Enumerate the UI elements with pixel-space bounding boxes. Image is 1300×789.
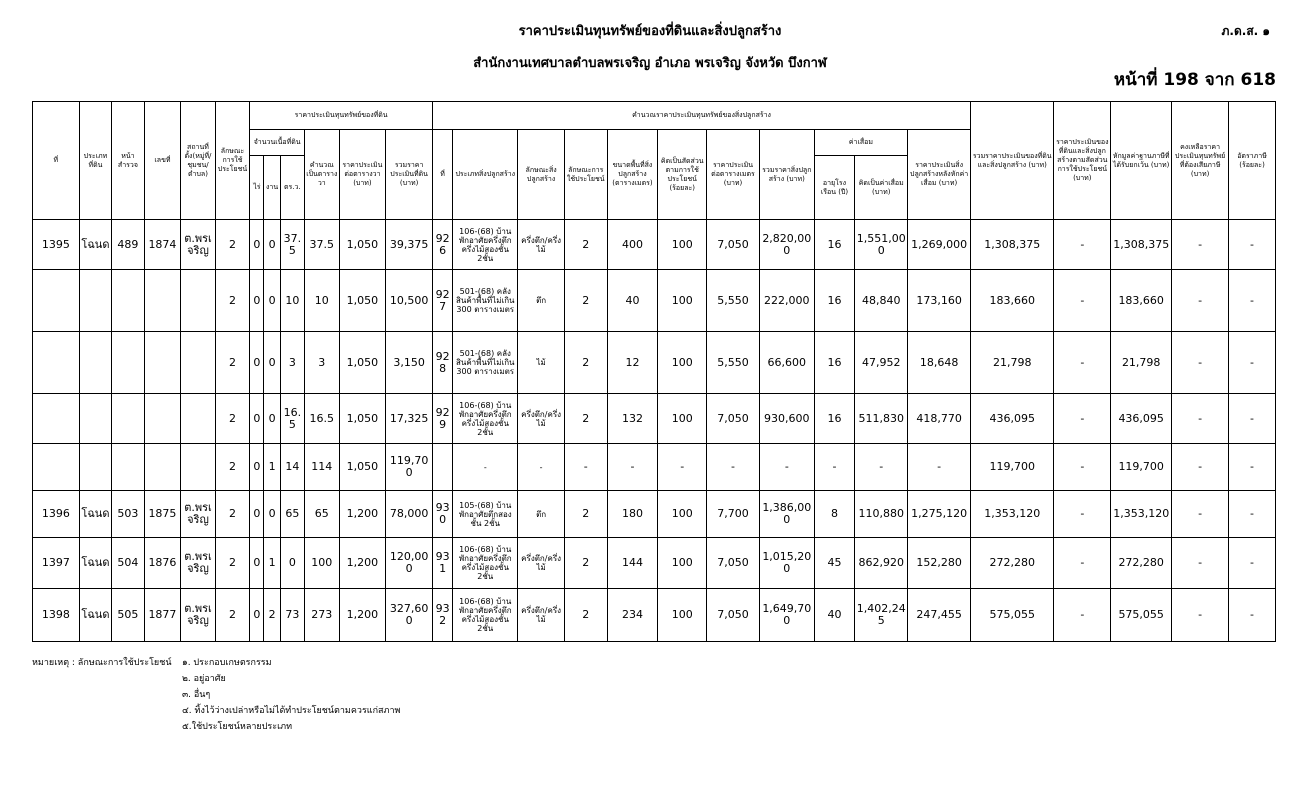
cell-total-land-building: 1,308,375 — [971, 220, 1054, 270]
col-area-sqm: ขนาดพื้นที่สิ่งปลูกสร้าง (ตารางเมตร) — [607, 130, 658, 220]
cell-building-usage: 2 — [564, 332, 607, 394]
col-total-land-value: รวมราคาประเมินที่ดิน (บาท) — [386, 130, 433, 220]
cell-usage-type: 2 — [215, 538, 250, 589]
col-remaining-value: คงเหลือราคาประเมินทุนทรัพย์ที่ต้องเสียภาษี (บาท) — [1172, 102, 1229, 220]
cell-exemption: 119,700 — [1111, 444, 1172, 491]
cell-usage-ratio: 100 — [658, 589, 707, 642]
cell-proportional-value: - — [1054, 270, 1111, 332]
cell-building-no: 931 — [432, 538, 452, 589]
cell-total-land-building: 183,660 — [971, 270, 1054, 332]
cell-price-per-sq-wa: 1,050 — [339, 394, 386, 444]
cell-building-usage: 2 — [564, 394, 607, 444]
col-building-no: ที่ — [432, 130, 452, 220]
note-item: ๑. ประกอบเกษตรกรรม — [182, 658, 272, 668]
col-number: เลขที่ — [144, 102, 181, 220]
cell-remaining-value: - — [1172, 444, 1229, 491]
cell-building-type: 106-(68) บ้านพักอาศัยครึ่งตึกครึ่งไม้สองชั้น 2ชั้น — [453, 220, 518, 270]
note-item: ๒. อยู่อาศัย — [182, 674, 226, 684]
cell-sq-wa: 37.5 — [280, 220, 304, 270]
cell-total-land-building: 575,055 — [971, 589, 1054, 642]
cell-sq-wa: 10 — [280, 270, 304, 332]
cell-number: 1874 — [144, 220, 181, 270]
cell-building-usage: - — [564, 444, 607, 491]
cell-building-total: 1,649,700 — [759, 589, 814, 642]
col-usage-ratio: คิดเป็นสัดส่วนตามการใช้ประโยชน์ (ร้อยละ) — [658, 130, 707, 220]
cell-land-type: โฉนด — [79, 220, 111, 270]
cell-rai: 0 — [250, 589, 264, 642]
cell-building-type: 501-(68) คลังสินค้าพื้นที่ไม่เกิน 300 ตารางเมตร — [453, 332, 518, 394]
cell-price-per-sqm: - — [707, 444, 760, 491]
cell-number — [144, 394, 181, 444]
cell-building-no: 926 — [432, 220, 452, 270]
cell-no — [33, 394, 80, 444]
cell-depreciation-amount: 110,880 — [855, 491, 908, 538]
cell-age-years: 16 — [814, 394, 855, 444]
report-subtitle: สำนักงานเทศบาลตำบลพรเจริญ อำเภอ พรเจริญ จังหวัด บึงกาฬ — [473, 56, 827, 71]
cell-exemption: 1,308,375 — [1111, 220, 1172, 270]
cell-number — [144, 332, 181, 394]
cell-building-after-dep: 173,160 — [908, 270, 971, 332]
cell-sq-wa: 65 — [280, 491, 304, 538]
cell-building-character: ครึ่งตึก/ครึ่งไม้ — [518, 589, 565, 642]
cell-area-sqm: 40 — [607, 270, 658, 332]
table-row — [33, 538, 1276, 589]
cell-rai: 0 — [250, 491, 264, 538]
cell-depreciation-amount: 47,952 — [855, 332, 908, 394]
cell-price-per-sq-wa: 1,050 — [339, 270, 386, 332]
cell-price-per-sqm: 7,700 — [707, 491, 760, 538]
group-land-assessment: ราคาประเมินทุนทรัพย์ของที่ดิน — [250, 102, 433, 130]
col-land-type: ประเภทที่ดิน — [79, 102, 111, 220]
cell-location: ต.พรเจริญ — [181, 491, 216, 538]
cell-sq-wa: 3 — [280, 332, 304, 394]
col-calc-sq-wa: คำนวณเป็นตารางวา — [305, 130, 340, 220]
note-item: ๓. อื่นๆ — [182, 690, 211, 700]
cell-usage-ratio: 100 — [658, 270, 707, 332]
cell-usage-type: 2 — [215, 444, 250, 491]
cell-depreciation-amount: 1,551,000 — [855, 220, 908, 270]
cell-building-type: 106-(68) บ้านพักอาศัยครึ่งตึกครึ่งไม้สองชั้น 2ชั้น — [453, 394, 518, 444]
cell-total-land-value: 327,600 — [386, 589, 433, 642]
cell-tax-rate: - — [1229, 538, 1276, 589]
cell-building-character: ตึก — [518, 270, 565, 332]
usage-notes — [32, 655, 400, 735]
cell-usage-type: 2 — [215, 220, 250, 270]
cell-exemption: 183,660 — [1111, 270, 1172, 332]
cell-age-years: 16 — [814, 220, 855, 270]
cell-ngan: 0 — [264, 394, 280, 444]
cell-no — [33, 444, 80, 491]
cell-tax-rate: - — [1229, 220, 1276, 270]
cell-survey-page — [112, 332, 144, 394]
cell-proportional-value: - — [1054, 538, 1111, 589]
cell-location: ต.พรเจริญ — [181, 538, 216, 589]
cell-calc-sq-wa: 100 — [305, 538, 340, 589]
cell-no: 1395 — [33, 220, 80, 270]
cell-building-character: ไม้ — [518, 332, 565, 394]
cell-building-usage: 2 — [564, 538, 607, 589]
cell-ngan: 1 — [264, 444, 280, 491]
cell-survey-page: 489 — [112, 220, 144, 270]
col-price-per-sq-wa: ราคาประเมินต่อตารางวา (บาท) — [339, 130, 386, 220]
cell-tax-rate: - — [1229, 491, 1276, 538]
cell-total-land-value: 120,000 — [386, 538, 433, 589]
cell-land-type: โฉนด — [79, 491, 111, 538]
page-indicator: หน้าที่ 198 จาก 618 — [1113, 70, 1276, 90]
cell-price-per-sqm: 7,050 — [707, 538, 760, 589]
cell-remaining-value: - — [1172, 538, 1229, 589]
table-row — [33, 491, 1276, 538]
cell-usage-type: 2 — [215, 394, 250, 444]
cell-land-type — [79, 332, 111, 394]
table-row — [33, 394, 1276, 444]
cell-ngan: 0 — [264, 270, 280, 332]
cell-exemption: 575,055 — [1111, 589, 1172, 642]
cell-age-years: 45 — [814, 538, 855, 589]
cell-ngan: 0 — [264, 332, 280, 394]
cell-building-character: ตึก — [518, 491, 565, 538]
cell-building-usage: 2 — [564, 220, 607, 270]
group-building-calc: คำนวณราคาประเมินทุนทรัพย์ของสิ่งปลูกสร้าง — [432, 102, 970, 130]
cell-building-usage: 2 — [564, 270, 607, 332]
cell-total-land-building: 21,798 — [971, 332, 1054, 394]
table-row — [33, 270, 1276, 332]
cell-calc-sq-wa: 3 — [305, 332, 340, 394]
cell-age-years: 8 — [814, 491, 855, 538]
cell-building-after-dep: 1,269,000 — [908, 220, 971, 270]
cell-remaining-value: - — [1172, 394, 1229, 444]
cell-number: 1875 — [144, 491, 181, 538]
cell-building-total: 1,015,200 — [759, 538, 814, 589]
cell-total-land-building: 436,095 — [971, 394, 1054, 444]
cell-total-land-value: 39,375 — [386, 220, 433, 270]
cell-building-no: 932 — [432, 589, 452, 642]
cell-total-land-value: 119,700 — [386, 444, 433, 491]
cell-area-sqm: 144 — [607, 538, 658, 589]
report-title: ราคาประเมินทุนทรัพย์ของที่ดินและสิ่งปลูกสร้าง — [518, 24, 782, 39]
cell-ngan: 2 — [264, 589, 280, 642]
cell-ngan: 1 — [264, 538, 280, 589]
note-item: ๕.ใช้ประโยชน์หลายประเภท — [182, 722, 293, 732]
col-building-after-dep: ราคาประเมินสิ่งปลูกสร้างหลังหักค่าเสื่อม (บาท) — [908, 130, 971, 220]
group-depreciation: ค่าเสื่อม — [814, 130, 907, 156]
col-usage-type: ลักษณะการใช้ประโยชน์ — [215, 102, 250, 220]
cell-depreciation-amount: - — [855, 444, 908, 491]
cell-price-per-sq-wa: 1,050 — [339, 332, 386, 394]
cell-remaining-value: - — [1172, 491, 1229, 538]
cell-tax-rate: - — [1229, 270, 1276, 332]
assessment-table — [32, 101, 1276, 642]
col-depreciation-amount: คิดเป็นค่าเสื่อม (บาท) — [855, 156, 908, 220]
cell-proportional-value: - — [1054, 332, 1111, 394]
cell-total-land-building: 119,700 — [971, 444, 1054, 491]
cell-usage-ratio: 100 — [658, 220, 707, 270]
cell-sq-wa: 16.5 — [280, 394, 304, 444]
cell-ngan: 0 — [264, 220, 280, 270]
cell-building-after-dep: 152,280 — [908, 538, 971, 589]
cell-tax-rate: - — [1229, 589, 1276, 642]
cell-rai: 0 — [250, 444, 264, 491]
cell-total-land-value: 17,325 — [386, 394, 433, 444]
cell-number — [144, 444, 181, 491]
cell-depreciation-amount: 511,830 — [855, 394, 908, 444]
cell-calc-sq-wa: 16.5 — [305, 394, 340, 444]
cell-age-years: 16 — [814, 270, 855, 332]
col-total-land-building: รวมราคาประเมินของที่ดินและสิ่งปลูกสร้าง (บาท) — [971, 102, 1054, 220]
cell-age-years: 40 — [814, 589, 855, 642]
table-row — [33, 332, 1276, 394]
cell-building-character: ครึ่งตึก/ครึ่งไม้ — [518, 394, 565, 444]
col-survey-page: หน้าสำรวจ — [112, 102, 144, 220]
cell-proportional-value: - — [1054, 491, 1111, 538]
cell-price-per-sq-wa: 1,050 — [339, 220, 386, 270]
cell-age-years: - — [814, 444, 855, 491]
cell-building-usage: 2 — [564, 491, 607, 538]
table-body — [33, 220, 1276, 642]
cell-total-land-value: 78,000 — [386, 491, 433, 538]
cell-remaining-value: - — [1172, 220, 1229, 270]
cell-usage-ratio: - — [658, 444, 707, 491]
col-proportional-value: ราคาประเมินของที่ดินและสิ่งปลูกสร้างตามสัดส่วนการใช้ประโยชน์ (บาท) — [1054, 102, 1111, 220]
cell-survey-page: 503 — [112, 491, 144, 538]
cell-price-per-sq-wa: 1,050 — [339, 444, 386, 491]
cell-sq-wa: 73 — [280, 589, 304, 642]
col-no: ที่ — [33, 102, 80, 220]
table-row — [33, 589, 1276, 642]
cell-location — [181, 444, 216, 491]
cell-usage-ratio: 100 — [658, 332, 707, 394]
cell-survey-page — [112, 444, 144, 491]
cell-building-character: - — [518, 444, 565, 491]
cell-usage-type: 2 — [215, 491, 250, 538]
cell-exemption: 272,280 — [1111, 538, 1172, 589]
cell-exemption: 436,095 — [1111, 394, 1172, 444]
cell-area-sqm: 234 — [607, 589, 658, 642]
cell-survey-page — [112, 270, 144, 332]
cell-building-no: 929 — [432, 394, 452, 444]
cell-usage-type: 2 — [215, 332, 250, 394]
cell-building-type: 105-(68) บ้านพักอาศัยตึกสองชั้น 2ชั้น — [453, 491, 518, 538]
cell-no: 1396 — [33, 491, 80, 538]
cell-location: ต.พรเจริญ — [181, 589, 216, 642]
cell-depreciation-amount: 48,840 — [855, 270, 908, 332]
cell-total-land-building: 272,280 — [971, 538, 1054, 589]
cell-building-after-dep: 18,648 — [908, 332, 971, 394]
form-code: ภ.ด.ส. ๑ — [1221, 24, 1270, 38]
cell-remaining-value: - — [1172, 332, 1229, 394]
cell-calc-sq-wa: 114 — [305, 444, 340, 491]
cell-usage-ratio: 100 — [658, 491, 707, 538]
cell-calc-sq-wa: 273 — [305, 589, 340, 642]
cell-location: ต.พรเจริญ — [181, 220, 216, 270]
cell-number: 1876 — [144, 538, 181, 589]
cell-price-per-sqm: 7,050 — [707, 589, 760, 642]
cell-remaining-value: - — [1172, 270, 1229, 332]
cell-exemption: 1,353,120 — [1111, 491, 1172, 538]
cell-area-sqm: 400 — [607, 220, 658, 270]
cell-price-per-sqm: 7,050 — [707, 220, 760, 270]
cell-depreciation-amount: 862,920 — [855, 538, 908, 589]
cell-rai: 0 — [250, 394, 264, 444]
cell-building-type: - — [453, 444, 518, 491]
cell-land-type — [79, 270, 111, 332]
col-exemption: หักมูลค่าฐานภาษีที่ได้รับยกเว้น (บาท) — [1111, 102, 1172, 220]
cell-area-sqm: - — [607, 444, 658, 491]
cell-building-type: 501-(68) คลังสินค้าพื้นที่ไม่เกิน 300 ตารางเมตร — [453, 270, 518, 332]
cell-survey-page: 504 — [112, 538, 144, 589]
cell-land-type: โฉนด — [79, 589, 111, 642]
col-age-years: อายุโรงเรือน (ปี) — [814, 156, 855, 220]
notes-label: หมายเหตุ : ลักษณะการใช้ประโยชน์ — [32, 658, 172, 668]
cell-land-type — [79, 444, 111, 491]
cell-usage-type: 2 — [215, 589, 250, 642]
cell-location — [181, 332, 216, 394]
cell-depreciation-amount: 1,402,245 — [855, 589, 908, 642]
cell-total-land-value: 3,150 — [386, 332, 433, 394]
note-item: ๔. ทิ้งไว้ว่างเปล่าหรือไม่ได้ทำประโยชน์ตามควรแก่สภาพ — [182, 706, 401, 716]
col-building-character: ลักษณะสิ่งปลูกสร้าง — [518, 130, 565, 220]
cell-building-usage: 2 — [564, 589, 607, 642]
cell-building-no: 928 — [432, 332, 452, 394]
cell-price-per-sq-wa: 1,200 — [339, 589, 386, 642]
table-row — [33, 220, 1276, 270]
cell-rai: 0 — [250, 270, 264, 332]
cell-sq-wa: 14 — [280, 444, 304, 491]
cell-no: 1397 — [33, 538, 80, 589]
col-building-usage: ลักษณะการใช้ประโยชน์ — [564, 130, 607, 220]
cell-number: 1877 — [144, 589, 181, 642]
cell-location — [181, 394, 216, 444]
cell-no — [33, 270, 80, 332]
cell-building-after-dep: 247,455 — [908, 589, 971, 642]
cell-building-no — [432, 444, 452, 491]
cell-building-after-dep: - — [908, 444, 971, 491]
col-rai: ไร่ — [250, 156, 264, 220]
group-land-area: จำนวนเนื้อที่ดิน — [250, 130, 305, 156]
cell-price-per-sqm: 7,050 — [707, 394, 760, 444]
table-row — [33, 444, 1276, 491]
cell-building-no: 927 — [432, 270, 452, 332]
cell-proportional-value: - — [1054, 444, 1111, 491]
cell-proportional-value: - — [1054, 220, 1111, 270]
cell-tax-rate: - — [1229, 394, 1276, 444]
cell-rai: 0 — [250, 538, 264, 589]
cell-building-total: 66,600 — [759, 332, 814, 394]
cell-price-per-sqm: 5,550 — [707, 332, 760, 394]
cell-usage-type: 2 — [215, 270, 250, 332]
cell-building-after-dep: 1,275,120 — [908, 491, 971, 538]
cell-number — [144, 270, 181, 332]
cell-tax-rate: - — [1229, 444, 1276, 491]
cell-rai: 0 — [250, 332, 264, 394]
cell-ngan: 0 — [264, 491, 280, 538]
cell-building-total: 1,386,000 — [759, 491, 814, 538]
cell-total-land-building: 1,353,120 — [971, 491, 1054, 538]
cell-tax-rate: - — [1229, 332, 1276, 394]
cell-location — [181, 270, 216, 332]
cell-usage-ratio: 100 — [658, 538, 707, 589]
cell-remaining-value: - — [1172, 589, 1229, 642]
cell-building-type: 106-(68) บ้านพักอาศัยครึ่งตึกครึ่งไม้สองชั้น 2ชั้น — [453, 538, 518, 589]
cell-building-type: 106-(68) บ้านพักอาศัยครึ่งตึกครึ่งไม้สองชั้น 2ชั้น — [453, 589, 518, 642]
col-building-total: รวมราคาสิ่งปลูกสร้าง (บาท) — [759, 130, 814, 220]
col-price-per-sqm: ราคาประเมินต่อตารางเมตร (บาท) — [707, 130, 760, 220]
col-tax-rate: อัตราภาษี (ร้อยละ) — [1229, 102, 1276, 220]
cell-exemption: 21,798 — [1111, 332, 1172, 394]
cell-sq-wa: 0 — [280, 538, 304, 589]
col-sq-wa: ตร.ว. — [280, 156, 304, 220]
cell-age-years: 16 — [814, 332, 855, 394]
cell-building-total: 222,000 — [759, 270, 814, 332]
cell-area-sqm: 12 — [607, 332, 658, 394]
cell-price-per-sq-wa: 1,200 — [339, 491, 386, 538]
col-building-type: ประเภทสิ่งปลูกสร้าง — [453, 130, 518, 220]
cell-total-land-value: 10,500 — [386, 270, 433, 332]
cell-building-total: - — [759, 444, 814, 491]
cell-land-type: โฉนด — [79, 538, 111, 589]
cell-calc-sq-wa: 37.5 — [305, 220, 340, 270]
cell-no — [33, 332, 80, 394]
cell-proportional-value: - — [1054, 589, 1111, 642]
cell-rai: 0 — [250, 220, 264, 270]
cell-price-per-sqm: 5,550 — [707, 270, 760, 332]
cell-building-character: ครึ่งตึก/ครึ่งไม้ — [518, 220, 565, 270]
cell-area-sqm: 180 — [607, 491, 658, 538]
cell-price-per-sq-wa: 1,200 — [339, 538, 386, 589]
cell-survey-page — [112, 394, 144, 444]
cell-calc-sq-wa: 10 — [305, 270, 340, 332]
cell-survey-page: 505 — [112, 589, 144, 642]
cell-building-after-dep: 418,770 — [908, 394, 971, 444]
cell-area-sqm: 132 — [607, 394, 658, 444]
cell-building-character: ครึ่งตึก/ครึ่งไม้ — [518, 538, 565, 589]
col-location: สถานที่ตั้ง(หมู่ที่/ชุมชน/ตำบล) — [181, 102, 216, 220]
cell-usage-ratio: 100 — [658, 394, 707, 444]
cell-land-type — [79, 394, 111, 444]
cell-proportional-value: - — [1054, 394, 1111, 444]
cell-building-total: 930,600 — [759, 394, 814, 444]
cell-no: 1398 — [33, 589, 80, 642]
col-ngan: งาน — [264, 156, 280, 220]
cell-calc-sq-wa: 65 — [305, 491, 340, 538]
cell-building-no: 930 — [432, 491, 452, 538]
cell-building-total: 2,820,000 — [759, 220, 814, 270]
